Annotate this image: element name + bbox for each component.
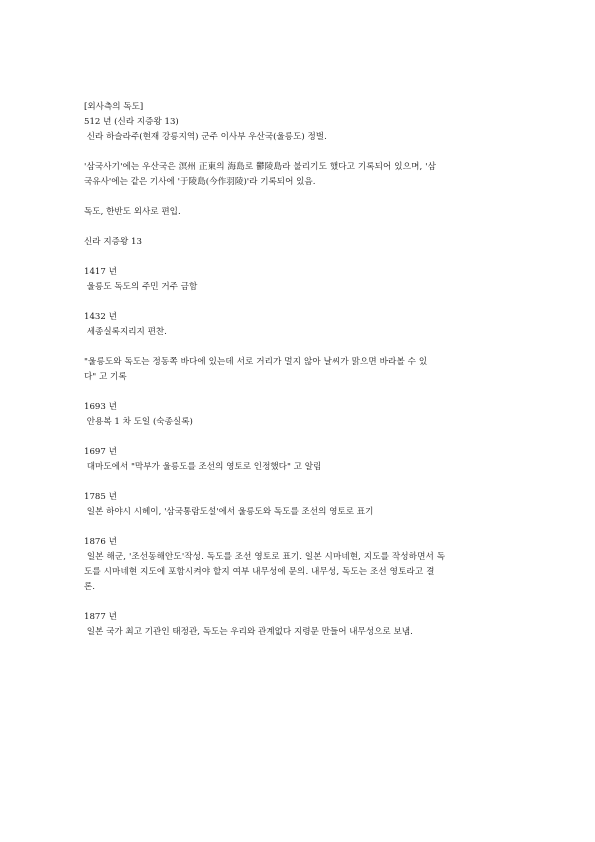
entry-date: 1417 년 bbox=[84, 267, 117, 277]
entry-text: 론. bbox=[84, 582, 96, 592]
entry-text: 신라 하슬라주(현재 강릉지역) 군주 이사부 우산국(울릉도) 정벌. bbox=[84, 132, 327, 142]
entry-text: 일본 국가 최고 기관인 태정관, 독도는 우리와 관계없다 지령문 만들어 내무성으로 보냄. bbox=[84, 627, 413, 637]
entry-text: 다" 고 기록 bbox=[84, 372, 127, 382]
entry-text: 세종실록지리지 편찬. bbox=[84, 327, 167, 337]
entry-text: 울릉도 독도의 주민 거주 금함 bbox=[84, 282, 198, 292]
entry-text: 안용복 1 차 도일 (숙종실록) bbox=[84, 417, 193, 427]
entry-text: 도를 시마네현 지도에 포함시켜야 할지 여부 내무성에 문의. 내무성, 독도는 조선 영토라고 결 bbox=[84, 567, 435, 577]
entry-date: 512 년 (신라 지증왕 13) bbox=[84, 117, 179, 127]
entry-text: 일본 하야시 시헤이, '삼국통람도설'에서 울릉도와 독도를 조선의 영토로 표기 bbox=[84, 507, 374, 517]
entry-text: 일본 해군, '조선동해안도'작성. 독도를 조선 영토로 표기. 일본 시마네현, 지도를 작성하면서 독 bbox=[84, 552, 446, 562]
entry-text: 국유사'에는 같은 기사에 '于陵島(今作羽陵)'라 기록되어 있음. bbox=[84, 177, 316, 187]
entry-text: 독도, 한반도 외사로 편입. bbox=[84, 207, 181, 217]
entry-date: 1785 년 bbox=[84, 492, 117, 502]
entry-text: "울릉도와 독도는 정동쪽 바다에 있는데 서로 거리가 멀지 않아 날씨가 맑으면 바라볼 수 있 bbox=[84, 357, 428, 367]
entry-date: 1876 년 bbox=[84, 537, 117, 547]
entry-date: 1877 년 bbox=[84, 612, 117, 622]
entry-date: 1432 년 bbox=[84, 312, 117, 322]
section-heading: [외사측의 독도] bbox=[84, 102, 144, 112]
entry-text: 대마도에서 "막부가 울릉도를 조선의 영토로 인정했다" 고 알림 bbox=[84, 462, 322, 472]
entry-date: 1697 년 bbox=[84, 447, 117, 457]
entry-date: 1693 년 bbox=[84, 402, 117, 412]
document-body bbox=[84, 100, 517, 640]
entry-text: '삼국사기'에는 우산국은 溟州 正東의 海島로 鬱陵島라 불리기도 했다고 기록되어 있으며, '삼 bbox=[84, 162, 437, 172]
entry-text: 신라 지증왕 13 bbox=[84, 237, 142, 247]
